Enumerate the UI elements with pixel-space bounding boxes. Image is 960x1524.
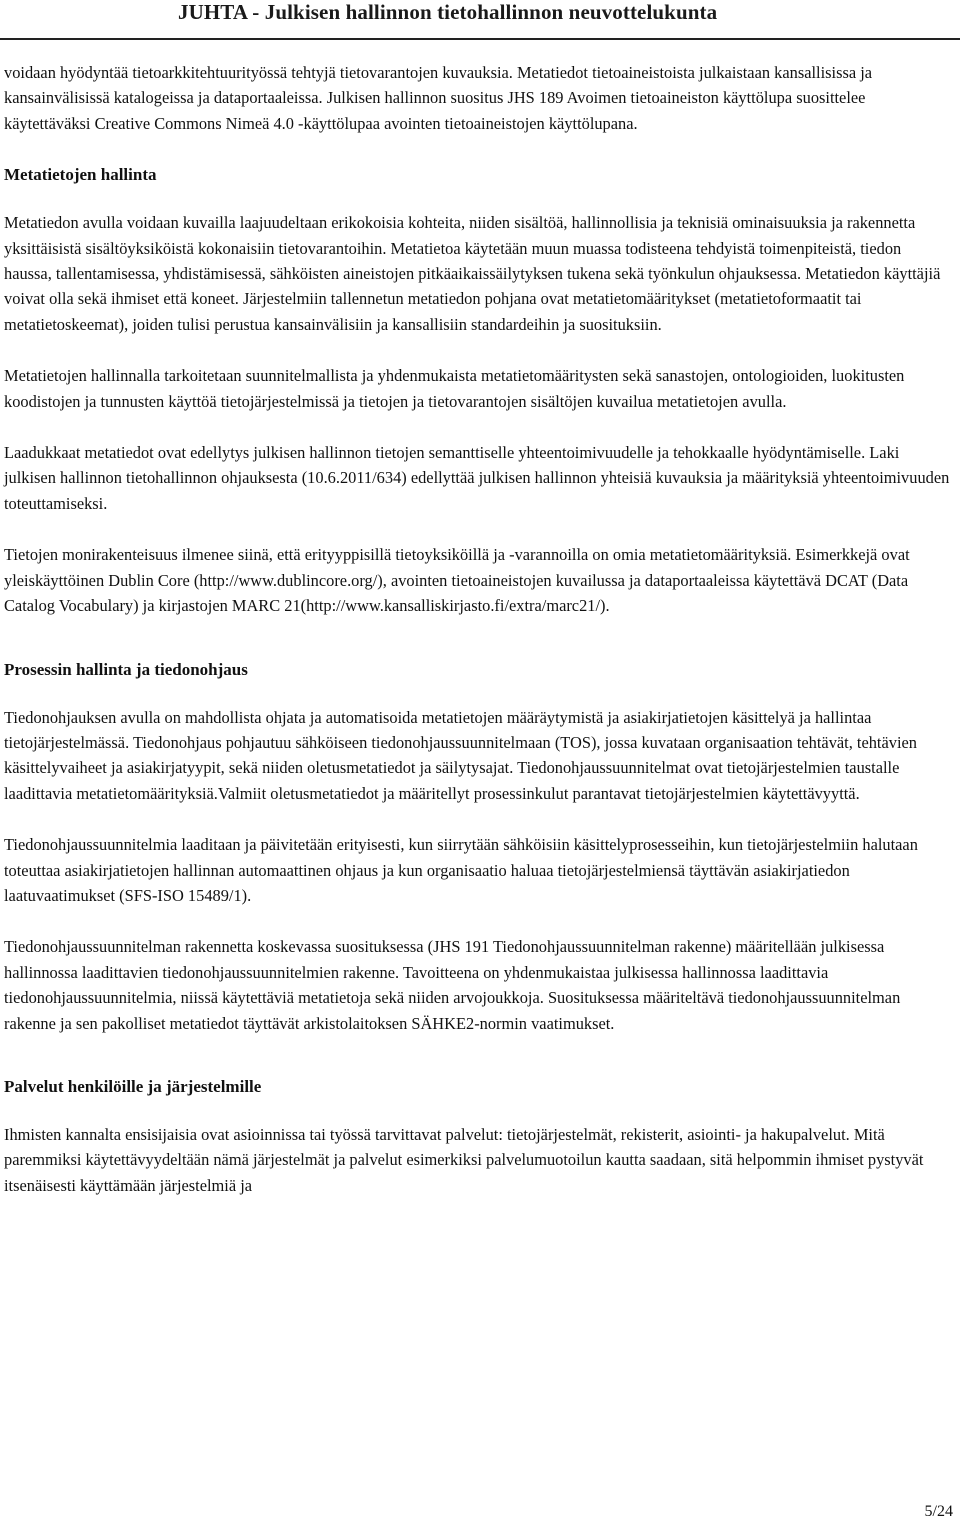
- page-header: [0, 0, 960, 38]
- intro-paragraph: voidaan hyödyntää tietoarkkitehtuurityössä tehtyjä tietovarantojen kuvauksia. Metatiedot tietoaineistoista julkaistaan kansallisissa ja kansainvälisissä katalogeissa ja dataportaaleissa. Julkisen hallinnon suositus JHS 189 Avoimen tietoaineiston käyttölupa suosittelee käytettäväksi Creative Commons Nimeä 4.0 -käyttölupaa avointen tietoaineistojen käyttölupana.: [4, 63, 873, 133]
- paragraph: Ihmisten kannalta ensisijaisia ovat asioinnissa tai työssä tarvittavat palvelut: tietojärjestelmät, rekisterit, asiointi- ja hakupalvelut. Mitä paremmiksi käytettävyydeltään nämä järjestelmät ja palvelut esimerkiksi palvelumuotoilun kautta saadaan, sitä helpommin ihmiset pystyvät itsenäisesti käyttämään järjestelmiä ja: [4, 1124, 924, 1195]
- paragraph: Metatiedon avulla voidaan kuvailla laajuudeltaan erikokoisia kohteita, niiden sisältöä, hallinnollisia ja teknisiä ominaisuuksia ja rakennetta yksittäisistä sisältöyksiköistä kokonaisiin tietovarantoihin. Metatietoa käytetään muun muassa todisteena tehdyistä toimenpiteistä, tiedon haussa, tallentamisessa, yhdistämisessä, sähköisten aineistojen pitkäaikaissäilytyksen tukena sekä työnkulun ohjauksessa. Metatiedon käyttäjiä voivat olla sekä ihmiset että koneet. Järjestelmiin tallennetun metatiedon pohjana ovat metatietomääritykset (metatietoformaatit tai metatietoskeemat), joiden tulisi perustua kansainvälisiin ja kansallisiin standardeihin ja suosituksiin.: [4, 213, 941, 334]
- paragraph: Metatietojen hallinnalla tarkoitetaan suunnitelmallista ja yhdenmukaista metatietomääritysten sekä sanastojen, ontologioiden, luokitusten koodistojen ja tunnusten käyttöä tietojärjestelmissä ja tietojen ja tietovarantojen sisältöjen kuvailua metatietojen avulla.: [4, 366, 905, 411]
- page-number: 5/24: [924, 1503, 953, 1520]
- paragraph: Tiedonohjaussuunnitelman rakennetta koskevassa suosituksessa (JHS 191 Tiedonohjaussuunnitelman rakenne) määritellään julkisessa hallinnossa laadittavien tiedonohjaussuunnitelmien rakenne. Tavoitteena on yhdenmukaistaa julkisessa hallinnossa laadittavia tiedonohjaussuunnitelmia, niissä käytettäviä metatietoja sekä niiden arvojoukkoja. Suosituksessa määriteltävä tiedonohjaussuunnitelman rakenne ja sen pakolliset metatiedot täyttävät arkistolaitoksen SÄHKE2-normin vaatimukset.: [4, 937, 901, 1033]
- paragraph: Tiedonohjauksen avulla on mahdollista ohjata ja automatisoida metatietojen määräytymistä ja asiakirjatietojen käsittelyä ja hallintaa tietojärjestelmässä. Tiedonohjaus pohjautuu sähköiseen tiedonohjaussuunnitelmaan (TOS), jossa kuvataan organisaation tehtävät, tehtävien käsittelyvaiheet ja asiakirjatyypit, sekä niiden oletusmetatiedot ja säilytysajat. Tiedonohjaussuunnitelmat ovat tietojärjestelmien taustalle laadittavia metatietomäärityksiä.Valmiit oletusmetatiedot ja määritellyt prosessinkulut parantavat tietojärjestelmien käytettävyyttä.: [4, 707, 917, 803]
- paragraph: Tiedonohjaussuunnitelmia laaditaan ja päivitetään erityisesti, kun siirrytään sähköisiin käsittelyprosesseihin, kun tietojärjestelmiin halutaan toteuttaa asiakirjatietojen hallinnan automaattinen ohjaus ja kun organisaatio haluaa tietojärjestelmiensä täyttävän asiakirjatiedon laatuvaatimukset (SFS-ISO 15489/1).: [4, 835, 918, 905]
- paragraph: Laadukkaat metatiedot ovat edellytys julkisen hallinnon tietojen semanttiselle yhteentoimivuudelle ja tehokkaalle hyödyntämiselle. Laki julkisen hallinnon tietohallinnon ohjauksesta (10.6.2011/634) edellyttää julkisen hallinnon yhteisiä kuvauksia ja määrityksiä yhteentoimivuuden toteuttamiseksi.: [4, 443, 950, 513]
- section-heading-prosessin-hallinta: Prosessin hallinta ja tiedonohjaus: [4, 659, 248, 679]
- document-body: [4, 60, 952, 1224]
- section-heading-palvelut: Palvelut henkilöille ja järjestelmille: [4, 1076, 262, 1096]
- document-title: JUHTA - Julkisen hallinnon tietohallinnon neuvottelukunta: [178, 0, 718, 24]
- paragraph: Tietojen monirakenteisuus ilmenee siinä, että erityyppisillä tietoyksiköillä ja -varannoilla on omia metatietomäärityksiä. Esimerkkejä ovat yleiskäyttöinen Dublin Core (http://www.dublincore.org/), avointen tietoaineistojen kuvailussa ja dataportaaleissa käytettävä DCAT (Data Catalog Vocabulary) ja kirjastojen MARC 21(http://www.kansalliskirjasto.fi/extra/marc21/).: [4, 545, 910, 616]
- section-heading-metatietojen-hallinta: Metatietojen hallinta: [4, 165, 157, 185]
- header-divider: [0, 38, 960, 40]
